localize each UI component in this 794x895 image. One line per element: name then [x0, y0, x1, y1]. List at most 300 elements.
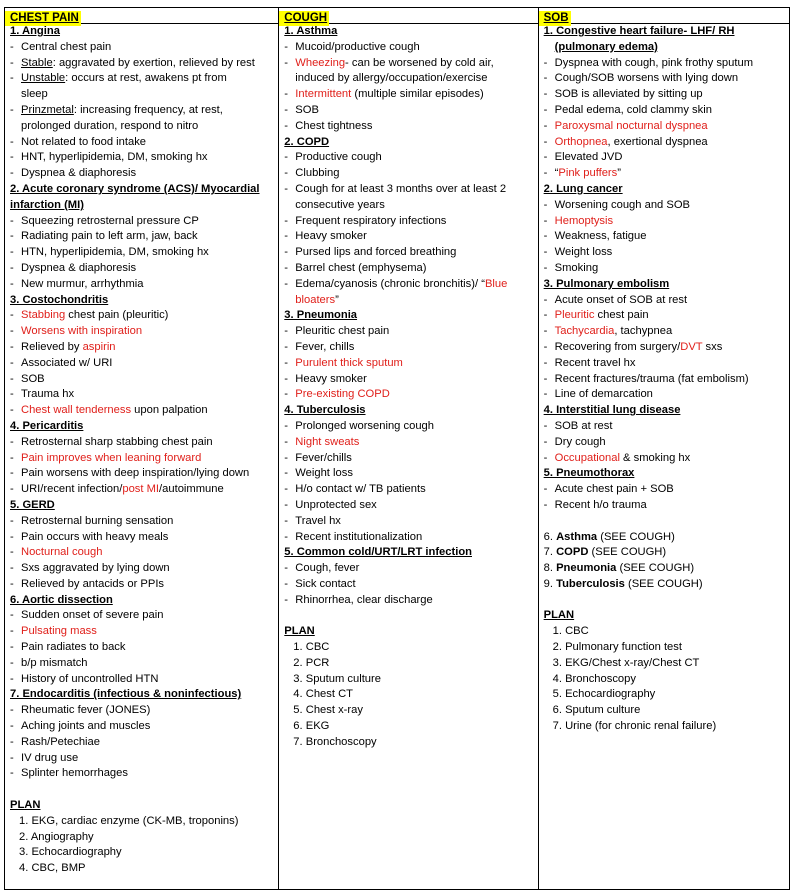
- reference-item: [544, 530, 789, 546]
- text-segment: Pain improves when leaning forward: [21, 451, 202, 464]
- bullet-item: [10, 719, 278, 735]
- section-heading: [10, 293, 278, 309]
- bullet-item: [10, 229, 278, 245]
- text-segment: Pain occurs with heavy meals: [21, 530, 169, 543]
- text-segment: SOB: [295, 103, 319, 116]
- section-heading: [544, 608, 789, 624]
- column-body: [5, 24, 278, 877]
- plan-item: [544, 672, 789, 688]
- text-segment: Not related to food intake: [21, 135, 147, 148]
- bullet-continuation: [10, 87, 278, 103]
- text-segment: Pleuritic chest pain: [295, 325, 390, 338]
- text-segment: (SEE COUGH): [597, 530, 675, 543]
- text-segment: Central chest pain: [21, 40, 112, 53]
- bullet-continuation: [284, 293, 537, 309]
- bullet-item: [10, 56, 278, 72]
- text-segment: Prinzmetal: [21, 103, 74, 116]
- spacer: [10, 782, 278, 798]
- bullet-item: [10, 735, 278, 751]
- section-heading: [284, 403, 537, 419]
- text-segment: HTN, hyperlipidemia, DM, smoking hx: [21, 246, 209, 259]
- text-segment: Clubbing: [295, 167, 340, 180]
- text-segment: Stabbing: [21, 309, 66, 322]
- bullet-item: [284, 214, 537, 230]
- bullet-item: [544, 135, 789, 151]
- spacer: [544, 514, 789, 530]
- plan-item: [10, 830, 278, 846]
- bullet-item: [284, 498, 537, 514]
- text-segment: Chest tightness: [295, 119, 373, 132]
- text-segment: Tuberculosis: [556, 577, 625, 590]
- text-segment: Blue: [484, 277, 508, 290]
- text-segment: Splinter hemorrhages: [21, 767, 128, 780]
- bullet-item: [284, 451, 537, 467]
- bullet-item: [544, 308, 789, 324]
- text-segment: Edema/cyanosis (chronic bronchitis)/ “: [295, 277, 485, 290]
- text-segment: 7. Bronchoscopy: [293, 735, 377, 748]
- text-segment: Acute chest pain + SOB: [554, 483, 674, 496]
- text-segment: COPD: [556, 546, 589, 559]
- text-segment: Asthma: [556, 530, 598, 543]
- text-segment: SOB is alleviated by sitting up: [554, 88, 703, 101]
- text-segment: 4. CBC, BMP: [19, 862, 86, 875]
- text-segment: 4. Chest CT: [293, 688, 353, 701]
- text-segment: 6. Sputum culture: [552, 704, 641, 717]
- text-segment: Night sweats: [295, 435, 360, 448]
- bullet-item: [10, 277, 278, 293]
- plan-item: [284, 719, 537, 735]
- text-segment: Relieved by antacids or PPIs: [21, 577, 165, 590]
- bullet-item: [544, 87, 789, 103]
- text-segment: : aggravated by exertion, relieved by rest: [52, 56, 255, 69]
- text-segment: b/p mismatch: [21, 656, 88, 669]
- text-segment: Dyspnea & diaphoresis: [21, 261, 137, 274]
- bullet-item: [10, 451, 278, 467]
- bullet-item: [284, 56, 537, 72]
- text-segment: 3. Echocardiography: [19, 846, 122, 859]
- text-segment: 6. EKG: [293, 720, 330, 733]
- bullet-item: [544, 293, 789, 309]
- bullet-item: [544, 419, 789, 435]
- bullet-item: [10, 624, 278, 640]
- column-cough: [278, 8, 537, 889]
- bullet-item: [284, 372, 537, 388]
- text-segment: (SEE COUGH): [616, 562, 695, 575]
- text-segment: Cough for at least 3 months over at least 2: [295, 182, 507, 195]
- plan-item: [284, 672, 537, 688]
- text-segment: Rash/Petechiae: [21, 735, 100, 748]
- text-segment: prolonged duration, respond to nitro: [21, 119, 199, 132]
- text-segment: 1. Angina: [10, 25, 60, 37]
- text-segment: Trauma hx: [21, 388, 75, 401]
- text-segment: 1. Asthma: [284, 25, 338, 37]
- text-segment: Paroxysmal nocturnal dyspnea: [554, 119, 708, 132]
- text-segment: URI/recent infection/: [21, 483, 123, 496]
- text-segment: 5. Common cold/URT/LRT infection: [284, 546, 472, 559]
- text-segment: 1. CBC: [552, 625, 589, 638]
- bullet-item: [10, 403, 278, 419]
- column-header-label: CHEST PAIN: [5, 11, 81, 26]
- bullet-item: [10, 387, 278, 403]
- plan-item: [544, 719, 789, 735]
- bullet-item: [10, 435, 278, 451]
- text-segment: 4. Pericarditis: [10, 419, 84, 432]
- bullet-item: [544, 482, 789, 498]
- bullet-item: [10, 514, 278, 530]
- text-segment: Rhinorrhea, clear discharge: [295, 593, 433, 606]
- text-segment: New murmur, arrhythmia: [21, 277, 144, 290]
- text-segment: (SEE COUGH): [588, 546, 667, 559]
- bullet-item: [284, 150, 537, 166]
- plan-item: [284, 735, 537, 751]
- bullet-item: [10, 577, 278, 593]
- bullet-item: [284, 514, 537, 530]
- text-segment: Weight loss: [554, 246, 613, 259]
- text-segment: History of uncontrolled HTN: [21, 672, 159, 685]
- section-heading: [10, 593, 278, 609]
- text-segment: (SEE COUGH): [624, 577, 703, 590]
- text-segment: Travel hx: [295, 514, 341, 527]
- bullet-continuation: [284, 71, 537, 87]
- plan-item: [544, 624, 789, 640]
- text-segment: Dry cough: [554, 435, 606, 448]
- text-segment: Elevated JVD: [554, 151, 623, 164]
- bullet-item: [10, 545, 278, 561]
- text-segment: Cough/SOB worsens with lying down: [554, 72, 739, 85]
- text-segment: Tachycardia: [554, 325, 615, 338]
- text-segment: Acute onset of SOB at rest: [554, 293, 688, 306]
- text-segment: 6. Aortic dissection: [10, 593, 113, 606]
- column-body: [539, 24, 789, 735]
- text-segment: PLAN: [284, 625, 315, 638]
- text-segment: 7. Urine (for chronic renal failure): [552, 720, 717, 733]
- text-segment: ”: [617, 167, 621, 180]
- text-segment: Pedal edema, cold clammy skin: [554, 103, 712, 116]
- bullet-item: [10, 166, 278, 182]
- bullet-item: [284, 387, 537, 403]
- section-heading: [544, 277, 789, 293]
- text-segment: : increasing frequency, at rest,: [73, 103, 223, 116]
- text-segment: 1. CBC: [293, 641, 330, 654]
- text-segment: (multiple similar episodes): [351, 88, 484, 101]
- bullet-item: [544, 71, 789, 87]
- bullet-item: [10, 766, 278, 782]
- text-segment: 5. Pneumothorax: [543, 467, 635, 480]
- bullet-item: [10, 103, 278, 119]
- text-segment: chest pain (pleuritic): [65, 309, 169, 322]
- text-segment: Pre-existing COPD: [295, 388, 390, 401]
- bullet-item: [284, 277, 537, 293]
- text-segment: Recent institutionalization: [295, 530, 423, 543]
- text-segment: Pulsating mass: [21, 625, 97, 638]
- section-heading: [10, 498, 278, 514]
- text-segment: , exertional dyspnea: [607, 135, 708, 148]
- plan-item: [544, 703, 789, 719]
- bullet-item: [544, 245, 789, 261]
- plan-item: [544, 687, 789, 703]
- bullet-item: [10, 530, 278, 546]
- section-heading: [284, 135, 537, 151]
- text-segment: & smoking hx: [619, 451, 691, 464]
- bullet-item: [284, 356, 537, 372]
- plan-item: [544, 656, 789, 672]
- bullet-item: [10, 466, 278, 482]
- bullet-item: [284, 119, 537, 135]
- bullet-item: [284, 182, 537, 198]
- text-segment: Occupational: [554, 451, 620, 464]
- section-heading: [284, 24, 537, 40]
- text-segment: Barrel chest (emphysema): [295, 261, 427, 274]
- text-segment: : occurs at rest, awakens pt from: [65, 72, 227, 85]
- section-heading: [544, 182, 789, 198]
- text-segment: Frequent respiratory infections: [295, 214, 447, 227]
- bullet-item: [544, 261, 789, 277]
- text-segment: Sick contact: [295, 577, 356, 590]
- bullet-item: [544, 324, 789, 340]
- bullet-item: [284, 261, 537, 277]
- section-heading: [544, 403, 789, 419]
- bullet-item: [10, 608, 278, 624]
- text-segment: Wheezing: [295, 56, 346, 69]
- bullet-item: [284, 466, 537, 482]
- bullet-item: [284, 593, 537, 609]
- text-segment: Dyspnea with cough, pink frothy sputum: [554, 56, 754, 69]
- reference-item: [544, 545, 789, 561]
- bullet-item: [10, 324, 278, 340]
- text-segment: DVT: [680, 340, 703, 353]
- text-segment: Smoking: [554, 261, 599, 274]
- text-segment: 2. COPD: [284, 135, 330, 148]
- text-segment: bloaters: [295, 293, 336, 306]
- bullet-item: [544, 119, 789, 135]
- text-segment: chest pain: [594, 309, 649, 322]
- bullet-item: [544, 340, 789, 356]
- text-segment: Recent h/o trauma: [554, 498, 647, 511]
- text-segment: Unprotected sex: [295, 498, 377, 511]
- text-segment: 1. Congestive heart failure- LHF/ RH: [543, 25, 735, 37]
- text-segment: Prolonged worsening cough: [295, 419, 434, 432]
- bullet-item: [10, 214, 278, 230]
- text-segment: Retrosternal burning sensation: [21, 514, 174, 527]
- bullet-item: [284, 40, 537, 56]
- plan-item: [10, 861, 278, 877]
- text-segment: 3. Sputum culture: [293, 672, 381, 685]
- bullet-item: [10, 703, 278, 719]
- text-segment: 7.: [543, 546, 557, 559]
- section-heading: [10, 687, 278, 703]
- text-segment: Retrosternal sharp stabbing chest pain: [21, 435, 213, 448]
- text-segment: Pain radiates to back: [21, 641, 126, 654]
- text-segment: post MI: [122, 483, 160, 496]
- bullet-item: [544, 229, 789, 245]
- text-segment: Line of demarcation: [554, 388, 653, 401]
- text-segment: Chest wall tenderness: [21, 404, 132, 417]
- spacer: [284, 608, 537, 624]
- text-segment: Worsening cough and SOB: [554, 198, 691, 211]
- bullet-item: [544, 387, 789, 403]
- text-segment: Recent fractures/trauma (fat embolism): [554, 372, 749, 385]
- bullet-item: [10, 150, 278, 166]
- bullet-continuation: [10, 119, 278, 135]
- text-segment: 2. Lung cancer: [543, 182, 623, 195]
- bullet-item: [10, 261, 278, 277]
- column-header: [5, 8, 278, 24]
- text-segment: 7. Endocarditis (infectious & noninfectious): [10, 688, 242, 701]
- text-segment: consecutive years: [295, 198, 385, 211]
- bullet-item: [544, 498, 789, 514]
- section-heading: [10, 798, 278, 814]
- spacer: [544, 593, 789, 609]
- bullet-item: [10, 672, 278, 688]
- bullet-item: [10, 340, 278, 356]
- bullet-item: [10, 372, 278, 388]
- text-segment: Orthopnea: [554, 135, 608, 148]
- text-segment: Cough, fever: [295, 562, 360, 575]
- text-segment: Heavy smoker: [295, 230, 367, 243]
- text-segment: 2. Angiography: [19, 830, 94, 843]
- text-segment: Recovering from surgery/: [554, 340, 681, 353]
- differential-diagnosis-table: [4, 7, 790, 890]
- text-segment: Weight loss: [295, 467, 353, 480]
- text-segment: Worsens with inspiration: [21, 325, 143, 338]
- text-segment: 3. Pneumonia: [284, 309, 358, 322]
- text-segment: ”: [335, 293, 339, 306]
- bullet-item: [10, 356, 278, 372]
- text-segment: H/o contact w/ TB patients: [295, 483, 426, 496]
- section-heading: [544, 24, 789, 40]
- text-segment: Pain worsens with deep inspiration/lying down: [21, 467, 250, 480]
- text-segment: (pulmonary edema): [554, 40, 658, 53]
- text-segment: Pursed lips and forced breathing: [295, 246, 457, 259]
- text-segment: Heavy smoker: [295, 372, 367, 385]
- bullet-item: [10, 135, 278, 151]
- column-header: [539, 8, 789, 24]
- text-segment: 8.: [543, 562, 557, 575]
- text-segment: 5. Chest x-ray: [293, 704, 363, 717]
- text-segment: , tachypnea: [614, 325, 673, 338]
- text-segment: 6.: [543, 530, 557, 543]
- column-header-label: COUGH: [279, 11, 329, 26]
- section-heading: [284, 308, 537, 324]
- text-segment: Pleuritic: [554, 309, 595, 322]
- text-segment: sleep: [21, 88, 48, 101]
- bullet-item: [544, 451, 789, 467]
- bullet-item: [10, 40, 278, 56]
- text-segment: Hemoptysis: [554, 214, 614, 227]
- text-segment: Radiating pain to left arm, jaw, back: [21, 230, 198, 243]
- section-heading: [284, 545, 537, 561]
- bullet-item: [10, 656, 278, 672]
- text-segment: Unstable: [21, 72, 66, 85]
- text-segment: IV drug use: [21, 751, 79, 764]
- text-segment: Mucoid/productive cough: [295, 40, 420, 53]
- text-segment: upon palpation: [131, 404, 208, 417]
- text-segment: aspirin: [82, 340, 116, 353]
- bullet-item: [10, 751, 278, 767]
- text-segment: Sxs aggravated by lying down: [21, 562, 170, 575]
- text-segment: 5. Echocardiography: [552, 688, 656, 701]
- text-segment: SOB: [21, 372, 45, 385]
- bullet-item: [544, 166, 789, 182]
- text-segment: Dyspnea & diaphoresis: [21, 167, 137, 180]
- text-segment: induced by allergy/occupation/exercise: [295, 72, 488, 85]
- text-segment: 4. Interstitial lung disease: [543, 404, 681, 417]
- text-segment: Associated w/ URI: [21, 356, 113, 369]
- bullet-item: [10, 308, 278, 324]
- column-chest-pain: [5, 8, 278, 889]
- text-segment: Aching joints and muscles: [21, 720, 151, 733]
- plan-item: [544, 640, 789, 656]
- text-segment: Intermittent: [295, 88, 352, 101]
- text-segment: HNT, hyperlipidemia, DM, smoking hx: [21, 151, 208, 164]
- bullet-item: [10, 71, 278, 87]
- section-heading: [10, 419, 278, 435]
- section-heading: [10, 24, 278, 40]
- text-segment: Productive cough: [295, 151, 382, 164]
- column-sob: [538, 8, 789, 889]
- bullet-item: [10, 482, 278, 498]
- text-segment: “: [554, 167, 559, 180]
- column-header-label: SOB: [539, 11, 571, 26]
- text-segment: - can be worsened by cold air,: [345, 56, 494, 69]
- text-segment: Pneumonia: [556, 562, 617, 575]
- text-segment: Fever/chills: [295, 451, 352, 464]
- text-segment: 3. EKG/Chest x-ray/Chest CT: [552, 656, 700, 669]
- text-segment: 4. Tuberculosis: [284, 404, 366, 417]
- text-segment: 2. Pulmonary function test: [552, 641, 682, 654]
- reference-item: [544, 561, 789, 577]
- text-segment: Recent travel hx: [554, 356, 636, 369]
- text-segment: /autoimmune: [159, 483, 224, 496]
- bullet-item: [544, 150, 789, 166]
- bullet-item: [544, 372, 789, 388]
- text-segment: SOB at rest: [554, 419, 613, 432]
- bullet-item: [284, 166, 537, 182]
- plan-item: [284, 656, 537, 672]
- bullet-item: [10, 561, 278, 577]
- column-header: [279, 8, 537, 24]
- text-segment: Fever, chills: [295, 340, 355, 353]
- section-heading: [284, 624, 537, 640]
- plan-item: [284, 703, 537, 719]
- section-heading: [10, 198, 278, 214]
- column-body: [279, 24, 537, 751]
- text-segment: 2. PCR: [293, 656, 330, 669]
- plan-item: [284, 687, 537, 703]
- text-segment: sxs: [702, 340, 723, 353]
- bullet-item: [544, 198, 789, 214]
- bullet-item: [10, 245, 278, 261]
- text-segment: 3. Costochondritis: [10, 293, 109, 306]
- plan-item: [10, 845, 278, 861]
- text-segment: PLAN: [543, 609, 575, 622]
- text-segment: 5. GERD: [10, 498, 55, 511]
- section-heading: [544, 466, 789, 482]
- reference-item: [544, 577, 789, 593]
- section-heading: [544, 40, 789, 56]
- text-segment: Stable: [21, 56, 53, 69]
- text-segment: Nocturnal cough: [21, 546, 103, 559]
- plan-item: [10, 814, 278, 830]
- bullet-continuation: [284, 198, 537, 214]
- bullet-item: [284, 482, 537, 498]
- text-segment: Rheumatic fever (JONES): [21, 704, 151, 717]
- bullet-item: [544, 356, 789, 372]
- text-segment: 2. Acute coronary syndrome (ACS)/ Myocardial: [10, 182, 260, 195]
- text-segment: 4. Bronchoscopy: [552, 672, 636, 685]
- text-segment: 9.: [543, 577, 557, 590]
- text-segment: Weakness, fatigue: [554, 230, 647, 243]
